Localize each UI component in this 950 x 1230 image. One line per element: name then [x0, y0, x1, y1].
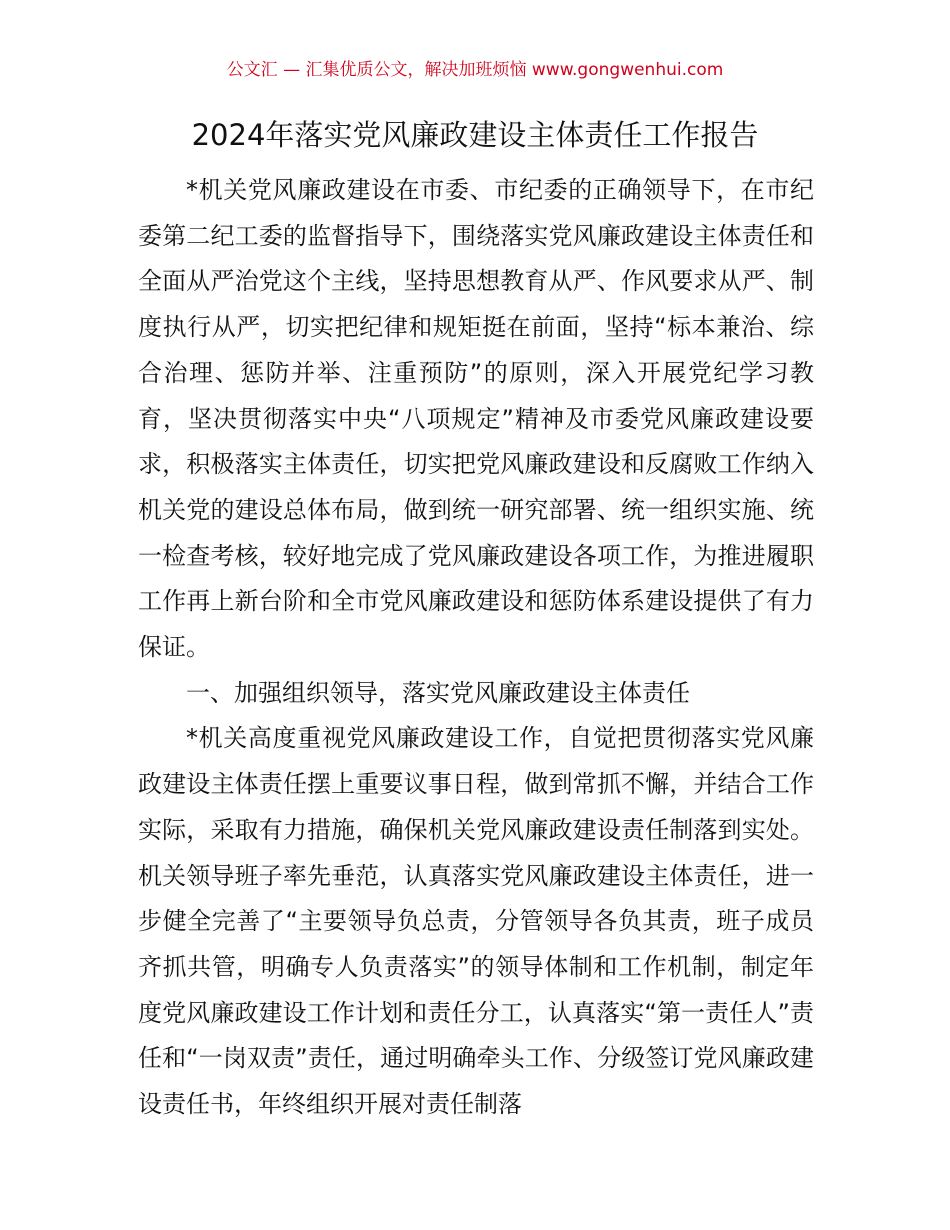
page-title: 2024年落实党风廉政建设主体责任工作报告 [191, 118, 759, 152]
document-body [138, 168, 814, 1128]
header-banner: 公文汇 — 汇集优质公文，解决加班烦恼 www.gongwenhui.com [226, 60, 724, 80]
paragraph-section-1: *机关高度重视党风廉政建设工作，自觉把贯彻落实党风廉政建设主体责任摆上重要议事日程，做到常抓不懈，并结合工作实际，采取有力措施，确保机关党风廉政建设责任制落到实处。机关领导班子率先垂范，认真落实党风廉政建设主体责任，进一步健全完善了“主要领导负总责，分管领导各负其责，班子成员齐抓共管，明确专人负责落实”的领导体制和工作机制，制定年度党风廉政建设工作计划和责任分工，认真落实“第一责任人”责任和“一岗双责”责任，通过明确牵头工作、分级签订党风廉政建设责任书，年终组织开展对责任制落 [138, 724, 814, 1119]
section-heading-1: 一、加强组织领导，落实党风廉政建设主体责任 [186, 678, 690, 707]
paragraph-intro: *机关党风廉政建设在市委、市纪委的正确领导下，在市纪委第二纪工委的监督指导下，围绕落实党风廉政建设主体责任和全面从严治党这个主线，坚持思想教育从严、作风要求从严、制度执行从严，切实把纪律和规矩挺在前面，坚持“标本兼治、综合治理、惩防并举、注重预防”的原则，深入开展党纪学习教育，坚决贯彻落实中央“八项规定”精神及市委党风廉政建设要求，积极落实主体责任，切实把党风廉政建设和反腐败工作纳入机关党的建设总体布局，做到统一研究部署、统一组织实施、统一检查考核，较好地完成了党风廉政建设各项工作，为推进履职工作再上新台阶和全市党风廉政建设和惩防体系建设提供了有力保证。 [138, 176, 814, 662]
